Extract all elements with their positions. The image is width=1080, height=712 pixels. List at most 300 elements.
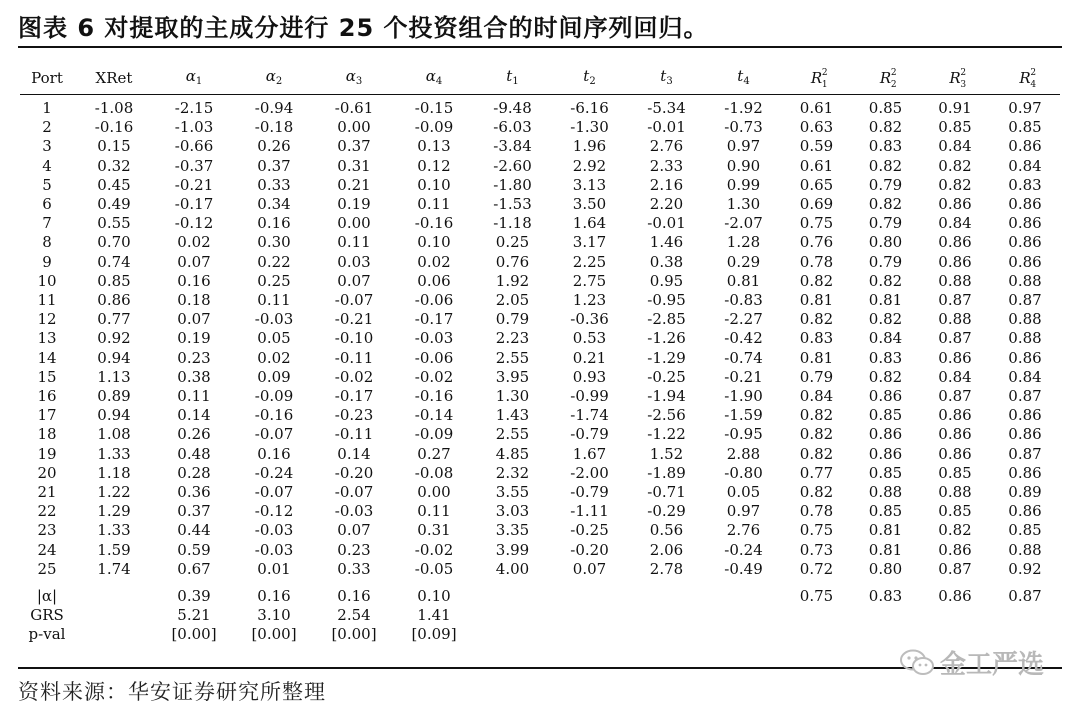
table-cell: -0.24 bbox=[724, 540, 763, 559]
table-cell: 6 bbox=[42, 195, 52, 214]
table-cell: 0.85 bbox=[938, 118, 972, 137]
header-r2-4: R 2 4 bbox=[990, 64, 1060, 95]
table-cell: 0.25 bbox=[495, 233, 530, 252]
table-cell: 0.86 bbox=[1008, 348, 1042, 367]
table-cell: -1.22 bbox=[647, 425, 686, 444]
table-row bbox=[20, 521, 1060, 540]
table-cell: 1 bbox=[42, 99, 52, 117]
table-cell: |α| bbox=[36, 587, 58, 606]
table-cell: -0.03 bbox=[414, 329, 454, 348]
table-cell: 0.18 bbox=[177, 291, 211, 310]
table-cell: 0.81 bbox=[726, 271, 761, 290]
table-cell: 0.69 bbox=[799, 195, 834, 214]
table-cell bbox=[990, 625, 1060, 644]
table-cell: 1.30 bbox=[495, 387, 530, 406]
table-cell: 0.11 bbox=[417, 195, 451, 214]
table-cell: -0.07 bbox=[254, 483, 294, 502]
table-cell: p-val bbox=[28, 625, 66, 644]
summary-row bbox=[20, 606, 1060, 625]
table-cell: 0.21 bbox=[572, 348, 607, 367]
table-cell: -1.29 bbox=[647, 348, 686, 367]
table-cell: 1.08 bbox=[97, 425, 131, 444]
table-cell bbox=[920, 606, 990, 625]
table-cell: 2.76 bbox=[726, 521, 761, 540]
table-cell: 0.82 bbox=[799, 271, 834, 290]
table-cell: 0.03 bbox=[337, 252, 371, 271]
table-cell: 3 bbox=[42, 137, 52, 156]
table-cell: 0.82 bbox=[868, 195, 903, 214]
table-cell: 0.88 bbox=[868, 483, 903, 502]
table-cell: -1.30 bbox=[570, 118, 609, 137]
table-cell: -2.15 bbox=[174, 99, 214, 117]
table-row bbox=[20, 253, 1060, 272]
table-cell: 0.92 bbox=[1008, 559, 1042, 578]
table-cell: -0.21 bbox=[724, 367, 763, 386]
table-cell: 15 bbox=[37, 367, 57, 386]
table-cell: 0.72 bbox=[799, 559, 834, 578]
table-cell: -6.03 bbox=[493, 118, 532, 137]
table-cell bbox=[74, 606, 154, 625]
table-cell: -0.16 bbox=[254, 406, 294, 425]
table-cell: 0.84 bbox=[1008, 156, 1042, 175]
table-cell: -1.53 bbox=[493, 195, 532, 214]
table-cell: -0.79 bbox=[570, 425, 609, 444]
table-cell: 0.82 bbox=[868, 156, 903, 175]
table-cell: 0.79 bbox=[868, 214, 903, 233]
table-cell: -1.18 bbox=[493, 214, 532, 233]
table-cell: 0.01 bbox=[257, 559, 291, 578]
table-cell: 2.76 bbox=[649, 137, 684, 156]
table-cell: 0.11 bbox=[337, 233, 371, 252]
table-cell: 0.16 bbox=[177, 271, 211, 290]
table-cell: 0.84 bbox=[938, 137, 972, 156]
table-cell: 0.44 bbox=[177, 521, 211, 540]
table-cell: -1.59 bbox=[724, 406, 763, 425]
table-cell: 16 bbox=[37, 387, 57, 406]
wechat-icon bbox=[900, 649, 934, 677]
table-cell: 0.39 bbox=[177, 587, 211, 606]
table-cell: 0.91 bbox=[938, 99, 972, 117]
table-cell: 1.18 bbox=[97, 463, 131, 482]
table-row bbox=[20, 464, 1060, 483]
table-cell: -0.05 bbox=[414, 559, 454, 578]
table-cell: 0.31 bbox=[417, 521, 451, 540]
table-cell: 4.85 bbox=[495, 444, 530, 463]
table-cell: 0.30 bbox=[257, 233, 291, 252]
table-cell: 0.82 bbox=[799, 483, 834, 502]
table-cell: 0.75 bbox=[799, 521, 834, 540]
table-cell: 0.97 bbox=[726, 502, 761, 521]
table-cell: 2 bbox=[42, 118, 52, 137]
table-cell: -2.56 bbox=[647, 406, 686, 425]
table-cell: 0.38 bbox=[177, 367, 211, 386]
table-cell: 0.88 bbox=[1008, 540, 1042, 559]
table-cell: 0.87 bbox=[1008, 291, 1042, 310]
table-cell: 0.82 bbox=[938, 156, 972, 175]
table-cell: 0.86 bbox=[938, 444, 972, 463]
table-cell: -0.14 bbox=[414, 406, 454, 425]
table-cell: 0.87 bbox=[1008, 444, 1042, 463]
table-cell: 0.89 bbox=[97, 387, 131, 406]
table-cell: 1.30 bbox=[726, 195, 761, 214]
table-cell: 0.85 bbox=[868, 463, 903, 482]
table-cell: 0.81 bbox=[868, 521, 903, 540]
table-cell: 0.88 bbox=[1008, 329, 1042, 348]
table-cell: 1.46 bbox=[649, 233, 684, 252]
table-cell: 2.25 bbox=[572, 252, 607, 271]
table-cell bbox=[628, 606, 705, 625]
table-cell: [0.09] bbox=[411, 625, 457, 644]
table-cell bbox=[474, 606, 551, 625]
table-cell: 0.87 bbox=[938, 559, 972, 578]
table-cell: -0.66 bbox=[174, 137, 214, 156]
table-cell: 0.82 bbox=[938, 521, 972, 540]
table-cell: 0.83 bbox=[868, 587, 903, 606]
table-cell: -0.29 bbox=[647, 502, 686, 521]
header-alpha-1: $\alpha_1$ bbox=[154, 64, 234, 95]
table-cell: -3.84 bbox=[493, 137, 532, 156]
table-body bbox=[20, 95, 1060, 580]
table-cell: 1.13 bbox=[97, 367, 131, 386]
table-cell: 0.56 bbox=[649, 521, 684, 540]
table-row bbox=[20, 502, 1060, 521]
table-cell bbox=[990, 606, 1060, 625]
table-cell: 0.82 bbox=[799, 425, 834, 444]
table-cell: 0.82 bbox=[868, 367, 903, 386]
table-cell: 1.43 bbox=[495, 406, 530, 425]
table-row bbox=[20, 329, 1060, 348]
table-cell: 0.79 bbox=[799, 367, 834, 386]
table-cell: -0.73 bbox=[724, 118, 763, 137]
table-cell: 0.67 bbox=[177, 559, 211, 578]
table-cell: 0.76 bbox=[799, 233, 834, 252]
table-cell: 0.16 bbox=[257, 214, 291, 233]
table-cell bbox=[551, 579, 628, 606]
table-row bbox=[20, 445, 1060, 464]
table-cell: -9.48 bbox=[493, 99, 532, 117]
table-row bbox=[20, 233, 1060, 252]
table-cell: 0.84 bbox=[868, 329, 903, 348]
table-cell: 0.83 bbox=[799, 329, 834, 348]
table-row bbox=[20, 272, 1060, 291]
table-cell: 0.94 bbox=[97, 406, 131, 425]
table-cell: 0.97 bbox=[726, 137, 761, 156]
table-cell: -2.27 bbox=[724, 310, 763, 329]
table-cell: 0.79 bbox=[495, 310, 530, 329]
table-cell: 1.33 bbox=[97, 521, 131, 540]
table-row bbox=[20, 349, 1060, 368]
table-cell: 0.83 bbox=[868, 137, 903, 156]
table-cell: -0.03 bbox=[334, 502, 374, 521]
table-cell: 3.55 bbox=[495, 483, 530, 502]
source-note: 资料来源：华安证券研究所整理 bbox=[18, 680, 326, 704]
table-cell: 0.86 bbox=[868, 387, 903, 406]
table-cell: -0.11 bbox=[334, 348, 374, 367]
table-row bbox=[20, 157, 1060, 176]
table-cell: 0.77 bbox=[97, 310, 131, 329]
table-cell bbox=[705, 606, 782, 625]
table-cell: 0.82 bbox=[868, 310, 903, 329]
table-row bbox=[20, 425, 1060, 444]
table-cell: 2.23 bbox=[495, 329, 530, 348]
table-cell: 0.11 bbox=[257, 291, 291, 310]
table-cell: 24 bbox=[37, 540, 57, 559]
table-cell: -1.92 bbox=[724, 99, 763, 117]
table-cell: [0.00] bbox=[331, 625, 377, 644]
table-cell: 0.87 bbox=[938, 387, 972, 406]
table-cell: 0.07 bbox=[177, 310, 211, 329]
table-cell: 0.15 bbox=[97, 137, 131, 156]
table-cell: 0.37 bbox=[177, 502, 211, 521]
header-t-2: $t_2$ bbox=[551, 64, 628, 95]
table-cell: -0.11 bbox=[334, 425, 374, 444]
table-cell: -0.80 bbox=[724, 463, 763, 482]
table-cell: 12 bbox=[37, 310, 57, 329]
table-cell: 0.86 bbox=[1008, 214, 1042, 233]
table-cell: 5 bbox=[42, 175, 52, 194]
table-cell: 0.83 bbox=[1008, 175, 1042, 194]
table-cell: 0.11 bbox=[177, 387, 211, 406]
table-cell: -0.17 bbox=[414, 310, 454, 329]
table-cell: 0.32 bbox=[97, 156, 131, 175]
table-cell: 0.29 bbox=[726, 252, 761, 271]
table-cell: 18 bbox=[37, 425, 57, 444]
table-cell: -0.79 bbox=[570, 483, 609, 502]
table-cell: -0.09 bbox=[414, 425, 454, 444]
table-cell: -0.07 bbox=[334, 291, 374, 310]
table-cell bbox=[628, 625, 705, 644]
table-cell: 2.78 bbox=[649, 559, 684, 578]
table-cell: 0.13 bbox=[417, 137, 451, 156]
header-alpha-2: $\alpha_2$ bbox=[234, 64, 314, 95]
table-cell: 0.02 bbox=[257, 348, 291, 367]
table-cell: 1.74 bbox=[97, 559, 131, 578]
table-cell: 4.00 bbox=[495, 559, 530, 578]
table-cell: -0.94 bbox=[254, 99, 294, 117]
table-cell: -0.16 bbox=[414, 214, 454, 233]
table-cell: 0.82 bbox=[868, 118, 903, 137]
table-cell: -0.24 bbox=[254, 463, 294, 482]
table-cell: 0.02 bbox=[417, 252, 451, 271]
table-cell: 0.00 bbox=[417, 483, 451, 502]
table-cell: 0.45 bbox=[97, 175, 131, 194]
table-cell: 0.86 bbox=[1008, 252, 1042, 271]
table-cell: 0.79 bbox=[868, 252, 903, 271]
table-cell: -0.71 bbox=[647, 483, 686, 502]
table-cell: 0.38 bbox=[649, 252, 684, 271]
table-cell: -0.95 bbox=[647, 291, 686, 310]
table-cell: 0.87 bbox=[938, 291, 972, 310]
top-rule bbox=[18, 46, 1062, 48]
table-cell: 0.10 bbox=[417, 587, 451, 606]
table-cell: -1.80 bbox=[493, 175, 532, 194]
table-cell: 2.20 bbox=[649, 195, 684, 214]
table-cell: 0.85 bbox=[868, 502, 903, 521]
table-row bbox=[20, 387, 1060, 406]
table-cell: 0.85 bbox=[1008, 118, 1042, 137]
table-cell: 0.48 bbox=[177, 444, 211, 463]
table-cell: -0.10 bbox=[334, 329, 374, 348]
table-cell: 0.86 bbox=[1008, 406, 1042, 425]
table-cell: 0.59 bbox=[799, 137, 834, 156]
table-cell: 0.23 bbox=[337, 540, 371, 559]
table-cell: -0.37 bbox=[174, 156, 214, 175]
table-cell: 21 bbox=[37, 483, 57, 502]
table-cell: 1.92 bbox=[495, 271, 530, 290]
table-cell: 2.32 bbox=[495, 463, 530, 482]
table-cell: -1.74 bbox=[570, 406, 609, 425]
table-cell: 11 bbox=[37, 291, 57, 310]
table-cell: 0.77 bbox=[799, 463, 834, 482]
table-cell: 3.50 bbox=[572, 195, 607, 214]
table-cell: 0.86 bbox=[1008, 425, 1042, 444]
table-cell: 2.16 bbox=[649, 175, 684, 194]
table-row bbox=[20, 310, 1060, 329]
table-cell: 0.00 bbox=[337, 118, 371, 137]
table-row bbox=[20, 483, 1060, 502]
header-r2-3: R 2 3 bbox=[920, 64, 990, 95]
table-cell: -0.23 bbox=[334, 406, 374, 425]
table-cell: -0.02 bbox=[414, 540, 454, 559]
table-cell: 0.86 bbox=[938, 348, 972, 367]
table-cell: 0.85 bbox=[868, 406, 903, 425]
table-cell: -0.09 bbox=[254, 387, 294, 406]
header-xret: XRet bbox=[74, 64, 154, 95]
table-cell: -2.60 bbox=[493, 156, 532, 175]
table-cell: -0.20 bbox=[570, 540, 609, 559]
regression-table bbox=[20, 64, 1060, 645]
table-cell: 0.80 bbox=[868, 233, 903, 252]
table-cell: 0.16 bbox=[337, 587, 371, 606]
table-cell: 0.78 bbox=[799, 502, 834, 521]
table-cell: -0.08 bbox=[414, 463, 454, 482]
table-cell: -0.06 bbox=[414, 291, 454, 310]
table-cell: -1.03 bbox=[174, 118, 214, 137]
table-cell: -1.11 bbox=[570, 502, 609, 521]
table-cell: 0.76 bbox=[495, 252, 530, 271]
table-cell: 3.17 bbox=[572, 233, 607, 252]
table-cell: 7 bbox=[42, 214, 52, 233]
table-cell: 0.86 bbox=[938, 252, 972, 271]
table-cell: -0.12 bbox=[174, 214, 214, 233]
table-cell: 0.79 bbox=[868, 175, 903, 194]
table-cell: 0.86 bbox=[868, 444, 903, 463]
table-cell: 0.87 bbox=[1008, 387, 1042, 406]
table-cell: 0.31 bbox=[337, 156, 371, 175]
table-cell: -0.21 bbox=[174, 175, 214, 194]
table-cell: 0.86 bbox=[868, 425, 903, 444]
table-cell: 0.73 bbox=[799, 540, 834, 559]
table-cell: 0.07 bbox=[337, 521, 371, 540]
table-cell bbox=[782, 606, 851, 625]
table-cell: 0.05 bbox=[726, 483, 761, 502]
table-cell: 0.85 bbox=[1008, 521, 1042, 540]
table-cell: 4 bbox=[42, 156, 52, 175]
table-cell: 0.34 bbox=[257, 195, 291, 214]
table-cell: 0.26 bbox=[177, 425, 211, 444]
table-row bbox=[20, 95, 1060, 119]
summary-row bbox=[20, 579, 1060, 606]
table-cell: 0.97 bbox=[1008, 99, 1042, 117]
table-cell: 0.09 bbox=[257, 367, 291, 386]
table-cell: 2.33 bbox=[649, 156, 684, 175]
table-cell: 0.11 bbox=[417, 502, 451, 521]
table-cell: 0.85 bbox=[868, 99, 903, 117]
table-cell: 1.52 bbox=[649, 444, 684, 463]
table-cell bbox=[474, 625, 551, 644]
table-cell: 0.84 bbox=[799, 387, 834, 406]
table-cell: 0.27 bbox=[417, 444, 451, 463]
table-cell: 0.80 bbox=[868, 559, 903, 578]
table-cell: -0.02 bbox=[414, 367, 454, 386]
table-cell bbox=[74, 625, 154, 644]
table-cell: 0.87 bbox=[1008, 587, 1042, 606]
table-cell: 19 bbox=[37, 444, 57, 463]
table-cell: -1.26 bbox=[647, 329, 686, 348]
table-cell: 0.86 bbox=[1008, 195, 1042, 214]
table-row bbox=[20, 291, 1060, 310]
table-cell: 0.19 bbox=[177, 329, 211, 348]
table-cell: 0.89 bbox=[1008, 483, 1042, 502]
table-cell: -0.01 bbox=[647, 118, 686, 137]
table-cell: 0.28 bbox=[177, 463, 211, 482]
table-cell: -0.20 bbox=[334, 463, 374, 482]
table-cell: 0.81 bbox=[868, 291, 903, 310]
table-cell: -0.74 bbox=[724, 348, 763, 367]
table-cell: 0.82 bbox=[799, 406, 834, 425]
table-cell: 0.86 bbox=[1008, 502, 1042, 521]
table-cell: -0.16 bbox=[94, 118, 134, 137]
table-cell: 0.81 bbox=[868, 540, 903, 559]
table-cell: 9 bbox=[42, 252, 52, 271]
table-cell: 10 bbox=[37, 271, 57, 290]
header-t-3: $t_3$ bbox=[628, 64, 705, 95]
header-t-1: $t_1$ bbox=[474, 64, 551, 95]
table-cell bbox=[920, 625, 990, 644]
table-cell: 14 bbox=[37, 348, 57, 367]
table-cell: -0.61 bbox=[334, 99, 374, 117]
table-cell: 0.65 bbox=[799, 175, 834, 194]
table-cell: 0.86 bbox=[938, 233, 972, 252]
table-cell: -6.16 bbox=[570, 99, 609, 117]
table-cell: 2.92 bbox=[572, 156, 607, 175]
table-cell bbox=[74, 579, 154, 606]
table-cell bbox=[474, 579, 551, 606]
table-cell: 0.85 bbox=[938, 502, 972, 521]
table-cell: 0.85 bbox=[938, 463, 972, 482]
table-cell: -1.90 bbox=[724, 387, 763, 406]
table-cell: 0.55 bbox=[97, 214, 131, 233]
table-cell: -0.25 bbox=[570, 521, 609, 540]
table-cell: -0.99 bbox=[570, 387, 609, 406]
table-cell: 0.07 bbox=[177, 252, 211, 271]
table-cell: 0.86 bbox=[938, 406, 972, 425]
table-cell: -0.03 bbox=[254, 540, 294, 559]
table-cell: 0.88 bbox=[938, 310, 972, 329]
table-cell: 0.61 bbox=[799, 156, 834, 175]
table-cell: 0.10 bbox=[417, 233, 451, 252]
table-cell: -0.83 bbox=[724, 291, 763, 310]
table-cell: 0.82 bbox=[868, 271, 903, 290]
header-row bbox=[20, 64, 1060, 95]
table-cell: 0.33 bbox=[257, 175, 291, 194]
table-cell: 0.99 bbox=[726, 175, 761, 194]
table-cell: 0.90 bbox=[726, 156, 761, 175]
table-cell: 0.81 bbox=[799, 348, 834, 367]
table-cell: 0.88 bbox=[938, 483, 972, 502]
table-cell bbox=[782, 625, 851, 644]
table-cell: 1.23 bbox=[572, 291, 607, 310]
